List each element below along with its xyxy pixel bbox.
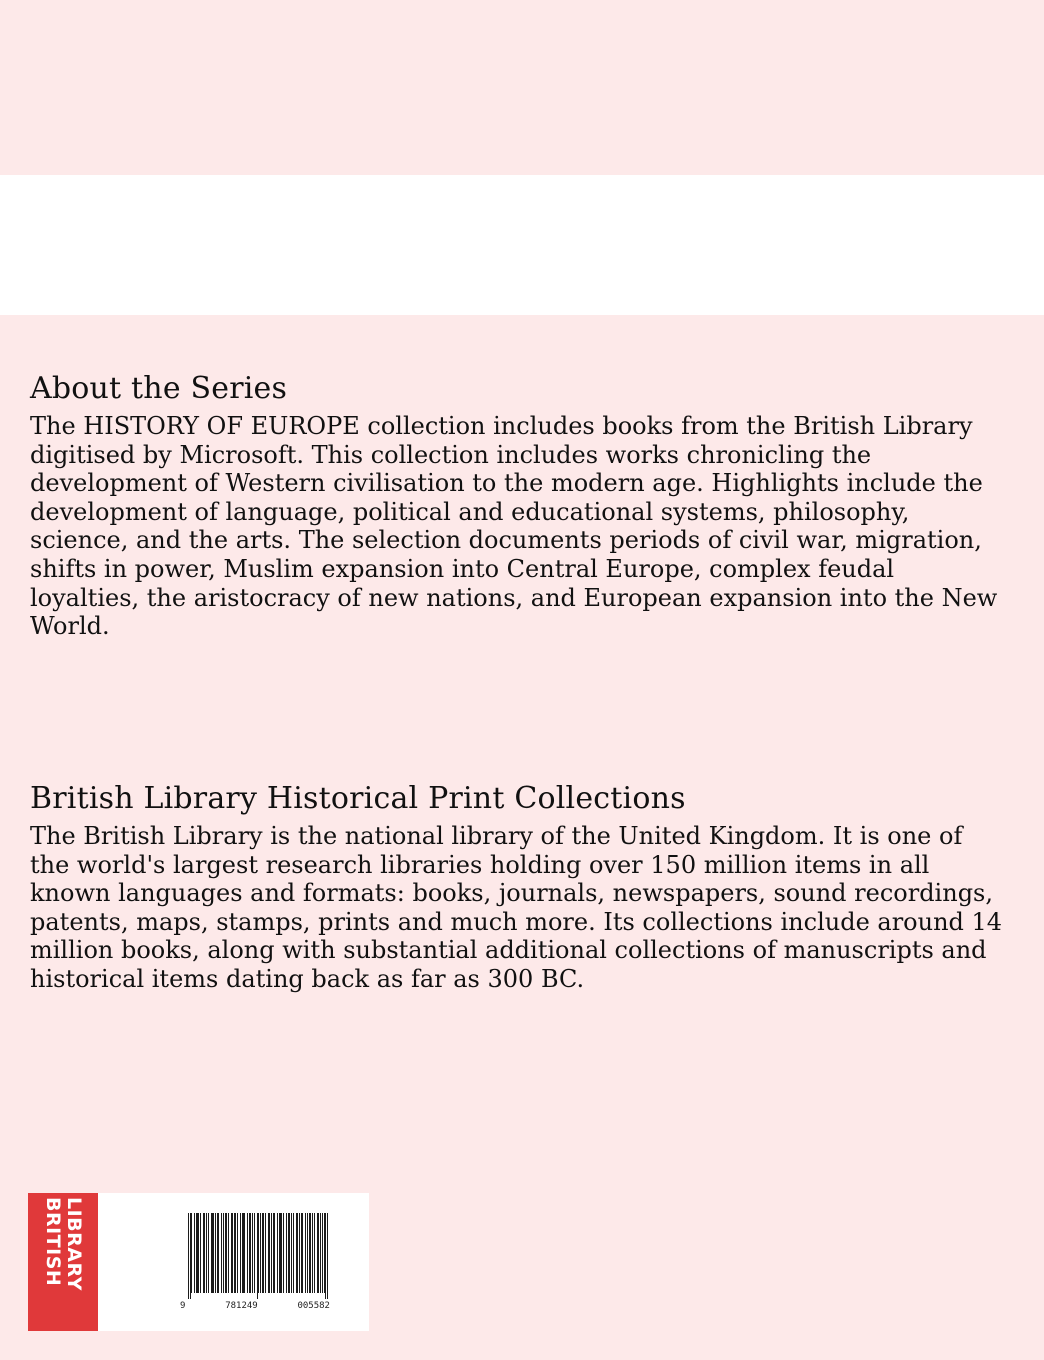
logo-line-british: BRITISH	[42, 1197, 64, 1287]
barcode-bar	[212, 1213, 213, 1293]
barcode-bar	[297, 1213, 298, 1293]
barcode-bar	[258, 1213, 259, 1293]
barcode-bar	[206, 1213, 207, 1293]
barcode-bar	[288, 1213, 289, 1293]
barcode-bar	[324, 1213, 325, 1293]
barcode-bar	[196, 1213, 197, 1293]
barcode-bar	[268, 1213, 269, 1293]
barcode-bar	[318, 1213, 319, 1293]
barcode-bar	[232, 1213, 233, 1293]
barcode-bar	[279, 1213, 280, 1293]
barcode-bar	[302, 1213, 303, 1293]
barcode-bar	[250, 1213, 251, 1293]
british-library-logo	[28, 1193, 98, 1331]
barcode-bar	[293, 1213, 294, 1293]
barcode-bar	[208, 1213, 209, 1293]
barcode-panel	[28, 1193, 369, 1331]
barcode-bar	[289, 1213, 290, 1293]
barcode-bar	[327, 1213, 328, 1299]
barcode-bar	[260, 1213, 261, 1293]
isbn-barcode	[188, 1213, 328, 1299]
barcode-digit-group-1: 781249	[225, 1301, 258, 1311]
barcode-bar	[280, 1213, 281, 1293]
barcode-bar	[244, 1213, 245, 1293]
barcode-bar	[310, 1213, 311, 1293]
barcode-bar	[274, 1213, 275, 1293]
barcode-bar	[273, 1213, 274, 1293]
barcode-bar	[271, 1213, 272, 1293]
barcode-bar	[237, 1213, 238, 1293]
barcode-bar	[314, 1213, 315, 1293]
barcode-bar	[194, 1213, 195, 1293]
barcode-bar	[269, 1213, 270, 1293]
barcode-bar	[235, 1213, 236, 1293]
barcode-bar	[243, 1213, 244, 1293]
barcode-bar	[262, 1213, 263, 1293]
barcode-bar	[217, 1213, 218, 1293]
barcode-bar	[299, 1213, 300, 1293]
barcode-bar	[257, 1213, 258, 1299]
barcode-bar	[215, 1213, 216, 1293]
barcode-bar	[296, 1213, 297, 1293]
bl-collections-body: The British Library is the national library of the United Kingdom. It is one of the world's largest research libraries holding over 150 million items in all known languages and formats: books, journals, newspapers, sound recordings, patents, maps, stamps, prints and much more. Its collections include around 14 million books, along with substantial additional collections of manuscripts and historical items dating back as far as 300 BC.	[30, 822, 1003, 993]
barcode-bar	[197, 1213, 198, 1293]
barcode-bar	[249, 1213, 250, 1293]
barcode-bar	[312, 1213, 313, 1293]
barcode-bar	[221, 1213, 222, 1293]
barcode-bar	[190, 1213, 191, 1299]
logo-line-library: LIBRARY	[63, 1197, 85, 1291]
barcode-bar	[320, 1213, 321, 1293]
about-the-series-section	[30, 370, 1005, 641]
barcode-bar	[247, 1213, 248, 1293]
barcode-bar	[226, 1213, 227, 1293]
barcode-bar	[254, 1213, 255, 1293]
barcode-digit-lead: 9	[180, 1301, 186, 1311]
barcode-bar	[307, 1213, 308, 1293]
barcode-bar	[263, 1213, 264, 1293]
barcode-bars	[188, 1213, 328, 1299]
barcode-bar	[223, 1213, 224, 1293]
barcode-bar	[265, 1213, 266, 1293]
about-heading: About the Series	[30, 371, 288, 406]
barcode-bar	[188, 1213, 189, 1299]
white-band	[0, 175, 1044, 315]
barcode-bar	[204, 1213, 205, 1293]
about-body: The HISTORY OF EUROPE collection includes books from the British Library digitised by Microsoft. This collection includes works chronicling the development of Western civilisation to the modern age. Highlights include the development of language, political and educational systems, philosophy, science, and the arts. The selection documents periods of civil war, migration, shifts in power, Muslim expansion into Central Europe, complex feudal loyalties, the aristocracy of new nations, and European expansion into the New World.	[30, 412, 998, 641]
barcode-bar	[240, 1213, 241, 1293]
barcode-bar	[242, 1213, 243, 1293]
barcode-bar	[252, 1213, 253, 1293]
barcode-bar	[203, 1213, 204, 1293]
barcode-bar	[322, 1213, 323, 1293]
barcode-bar	[281, 1213, 282, 1293]
barcode-bar	[325, 1213, 326, 1299]
barcode-bar	[211, 1213, 212, 1293]
barcode-bar	[283, 1213, 284, 1293]
barcode-bar	[286, 1213, 287, 1293]
barcode-bar	[309, 1213, 310, 1293]
barcode-bar	[291, 1213, 292, 1293]
barcode-bar	[305, 1213, 306, 1293]
barcode-bar	[191, 1213, 192, 1293]
barcode-bar	[301, 1213, 302, 1293]
barcode-bar	[200, 1213, 201, 1293]
barcode-bar	[277, 1213, 278, 1293]
barcode-bar	[225, 1213, 226, 1293]
barcode-bar	[234, 1213, 235, 1293]
barcode-digits	[180, 1301, 330, 1311]
barcode-digit-group-2: 005582	[297, 1301, 330, 1311]
british-library-collections-section	[30, 780, 1005, 994]
barcode-bar	[198, 1213, 199, 1293]
bl-collections-heading: British Library Historical Print Collections	[30, 781, 686, 816]
barcode-bar	[218, 1213, 219, 1293]
barcode-bar	[213, 1213, 214, 1293]
barcode-bar	[231, 1213, 232, 1293]
barcode-bar	[228, 1213, 229, 1293]
barcode-bar	[317, 1213, 318, 1293]
top-pink-band	[0, 0, 1044, 175]
